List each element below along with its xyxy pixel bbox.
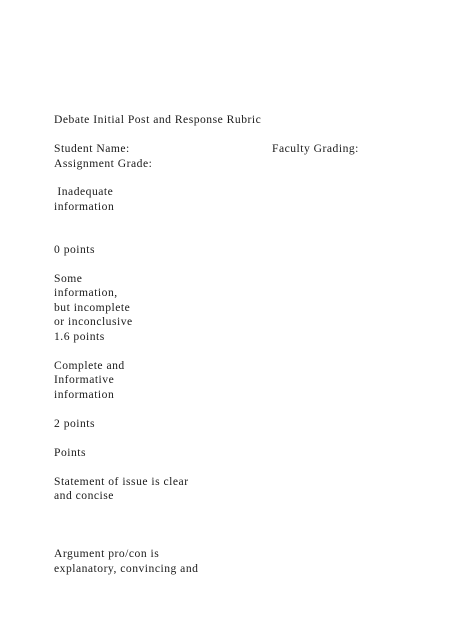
- document-title: Debate Initial Post and Response Rubric: [54, 113, 262, 126]
- level-some-line-4: or inconclusive: [54, 315, 133, 328]
- level-some-line-3: but incomplete: [54, 301, 131, 314]
- level-complete-line-2: Informative: [54, 373, 115, 386]
- assignment-grade-label: Assignment Grade:: [54, 157, 153, 170]
- criterion-2-line-1: Argument pro/con is: [54, 547, 160, 560]
- criterion-1-line-2: and concise: [54, 489, 114, 502]
- level-inadequate-line-2: information: [54, 200, 115, 213]
- level-some-points: 1.6 points: [54, 330, 105, 343]
- level-inadequate-points: 0 points: [54, 243, 96, 256]
- level-complete-points: 2 points: [54, 417, 96, 430]
- level-some-line-2: information,: [54, 286, 118, 299]
- level-complete-line-1: Complete and: [54, 359, 125, 372]
- criterion-1-line-1: Statement of issue is clear: [54, 475, 189, 488]
- level-complete-line-3: information: [54, 388, 115, 401]
- faculty-grading-label: Faculty Grading:: [272, 142, 359, 155]
- student-name-label: Student Name:: [54, 142, 130, 155]
- points-header: Points: [54, 446, 86, 459]
- criterion-2-line-2: explanatory, convincing and: [54, 562, 199, 575]
- level-some-line-1: Some: [54, 272, 83, 285]
- level-inadequate-line-1: Inadequate: [54, 185, 114, 198]
